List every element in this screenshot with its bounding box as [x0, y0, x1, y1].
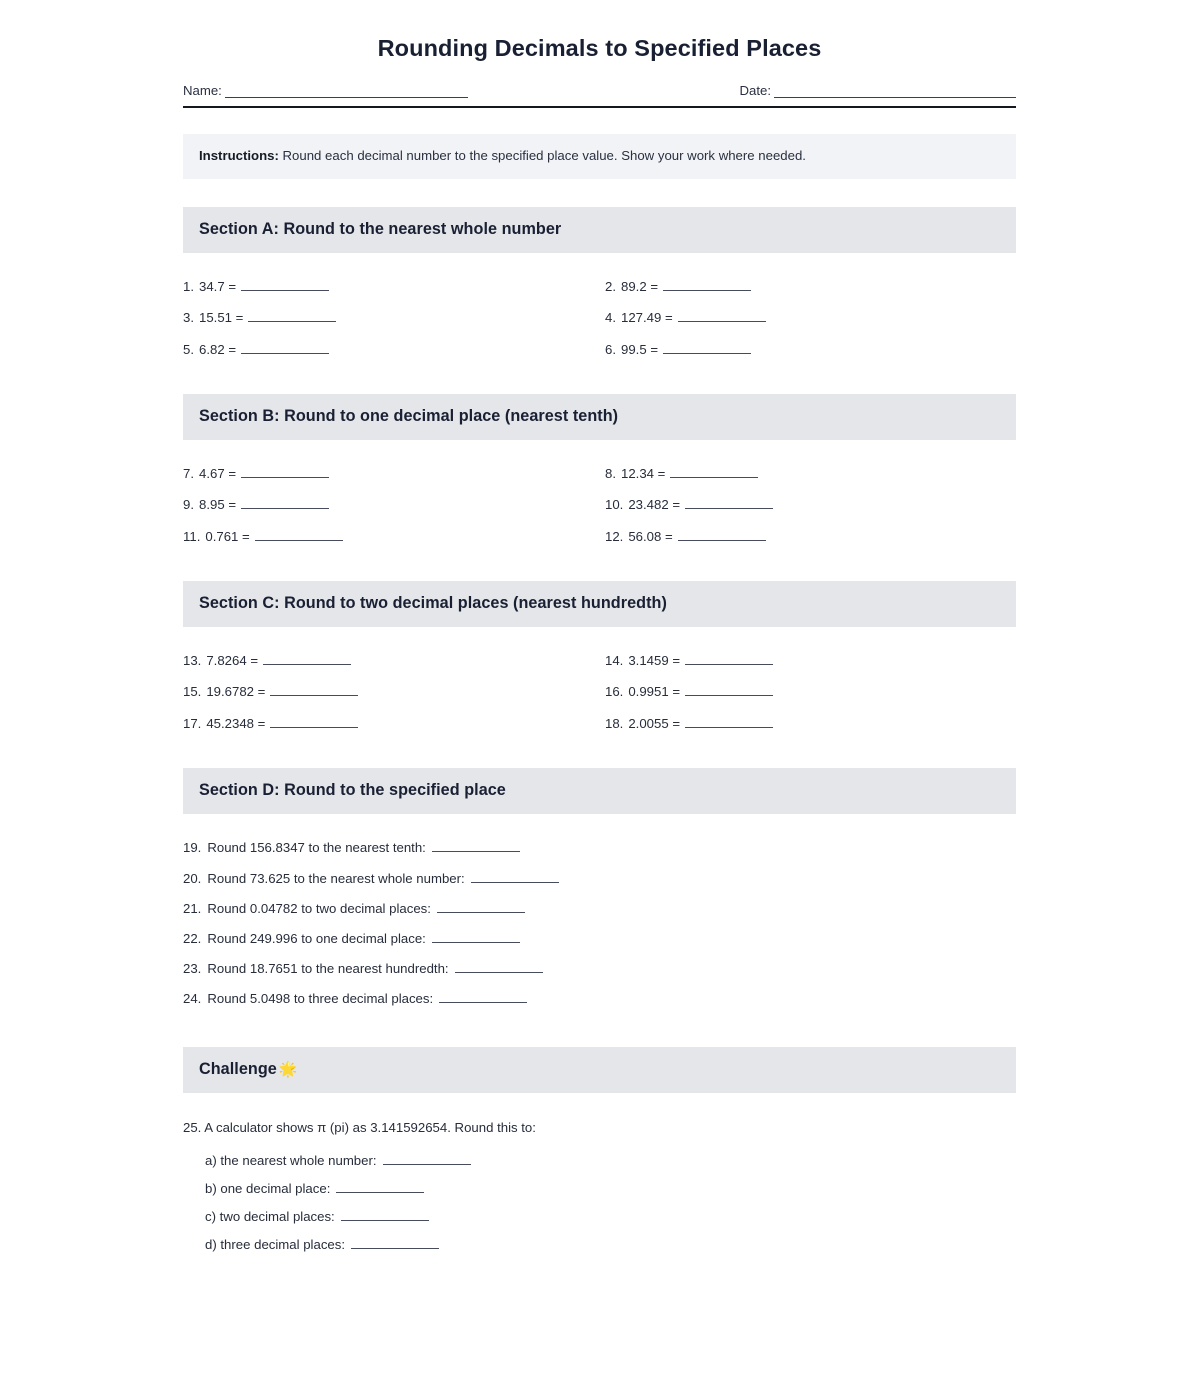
problem-item: [183, 676, 605, 708]
section-a-heading: Section A: Round to the nearest whole number: [199, 220, 562, 238]
problem-item: [183, 708, 605, 740]
problem-expression: 56.08 =: [628, 529, 673, 545]
answer-blank[interactable]: [241, 342, 329, 354]
problem-item: [605, 644, 1016, 676]
name-label: Name:: [183, 83, 222, 99]
challenge-subitem: [205, 1146, 1016, 1174]
section-header-challenge: [183, 1047, 1016, 1093]
problem-number: 17.: [183, 716, 202, 732]
answer-blank[interactable]: [383, 1153, 471, 1165]
answer-blank[interactable]: [678, 310, 766, 322]
problem-expression: Round 249.996 to one decimal place:: [207, 930, 426, 946]
answer-blank[interactable]: [670, 466, 758, 478]
problem-item: [605, 708, 1016, 740]
problem-expression: 0.9951 =: [628, 684, 681, 700]
name-field-group: [183, 83, 468, 98]
problem-item: [605, 333, 1016, 365]
instructions-label: Instructions:: [199, 148, 279, 164]
section-header-c: [183, 581, 1016, 627]
problem-item: [183, 270, 605, 302]
problem-item: [183, 953, 1016, 983]
answer-blank[interactable]: [336, 1181, 424, 1193]
answer-blank[interactable]: [455, 961, 543, 973]
problem-expression: 7.8264 =: [206, 652, 259, 668]
header-divider: [183, 106, 1016, 108]
problem-item: [183, 489, 605, 521]
problem-expression: 0.761 =: [205, 529, 250, 545]
problem-item: [183, 644, 605, 676]
problem-number: 12.: [605, 529, 624, 545]
answer-blank[interactable]: [685, 653, 773, 665]
problem-number: 18.: [605, 716, 624, 732]
name-input-line[interactable]: [225, 84, 468, 98]
problem-expression: 34.7 =: [199, 278, 237, 294]
problem-number: 7.: [183, 465, 194, 481]
problem-number: 22.: [183, 930, 202, 946]
section-d-heading: Section D: Round to the specified place: [199, 781, 506, 800]
answer-blank[interactable]: [685, 684, 773, 696]
section-a-problems: [183, 270, 1016, 365]
problem-number: 14.: [605, 652, 624, 668]
worksheet-content: [183, 0, 1016, 1259]
section-header-d: [183, 768, 1016, 814]
problem-number: 16.: [605, 684, 624, 700]
section-header-a: [183, 207, 1016, 253]
problem-expression: Round 0.04782 to two decimal places:: [207, 900, 431, 916]
challenge-intro: 25. A calculator shows π (pi) as 3.141592654. Round this to:: [183, 1119, 536, 1135]
instructions-text: Round each decimal number to the specified place value. Show your work where needed.: [282, 148, 806, 164]
problem-expression: Round 156.8347 to the nearest tenth:: [207, 840, 426, 856]
problem-expression: 15.51 =: [199, 310, 244, 326]
date-label: Date:: [739, 83, 771, 99]
date-field-group: [739, 83, 1016, 98]
section-d-problems: [183, 832, 1016, 1013]
answer-blank[interactable]: [678, 529, 766, 541]
problem-item: [605, 457, 1016, 489]
problem-number: 2.: [605, 278, 616, 294]
answer-blank[interactable]: [663, 342, 751, 354]
answer-blank[interactable]: [263, 653, 351, 665]
problem-item: [183, 521, 605, 553]
challenge-subitem: [205, 1202, 1016, 1230]
answer-blank[interactable]: [241, 279, 329, 291]
problem-number: 5.: [183, 341, 194, 357]
problem-expression: 2.0055 =: [628, 716, 681, 732]
problem-number: 23.: [183, 961, 202, 977]
problem-expression: 89.2 =: [621, 278, 659, 294]
answer-blank[interactable]: [471, 871, 559, 883]
name-date-row: [183, 83, 1016, 98]
problem-number: 21.: [183, 900, 202, 916]
answer-blank[interactable]: [437, 901, 525, 913]
problem-item: [605, 270, 1016, 302]
problem-item: [605, 676, 1016, 708]
answer-blank[interactable]: [241, 497, 329, 509]
problem-number: 1.: [183, 278, 194, 294]
date-input-line[interactable]: [774, 84, 1016, 98]
section-c-heading: Section C: Round to two decimal places (nearest hundredth): [199, 594, 667, 613]
problem-item: [605, 489, 1016, 521]
section-header-b: [183, 394, 1016, 440]
problem-expression: 8.95 =: [199, 497, 237, 513]
problem-expression: 23.482 =: [628, 497, 681, 513]
answer-blank[interactable]: [270, 716, 358, 728]
problem-item: [183, 333, 605, 365]
problem-number: 8.: [605, 465, 616, 481]
answer-blank[interactable]: [241, 466, 329, 478]
problem-item: [183, 923, 1016, 953]
problem-expression: Round 5.0498 to three decimal places:: [207, 991, 434, 1007]
problem-expression: Round 18.7651 to the nearest hundredth:: [207, 961, 449, 977]
problem-expression: 45.2348 =: [206, 716, 266, 732]
answer-blank[interactable]: [685, 497, 773, 509]
challenge-subitem: [205, 1230, 1016, 1258]
problem-item: [183, 863, 1016, 893]
answer-blank[interactable]: [663, 279, 751, 291]
problem-item: [183, 832, 1016, 862]
problem-item: [605, 521, 1016, 553]
problem-number: 11.: [183, 529, 201, 545]
challenge-subitem-label: d) three decimal places:: [205, 1237, 346, 1253]
challenge-subitem-label: c) two decimal places:: [205, 1209, 335, 1225]
problem-item: [605, 302, 1016, 334]
problem-item: [183, 983, 1016, 1013]
problem-number: 6.: [605, 341, 616, 357]
problem-expression: 3.1459 =: [628, 652, 681, 668]
problem-number: 15.: [183, 684, 202, 700]
problem-number: 9.: [183, 497, 194, 513]
problem-expression: 19.6782 =: [206, 684, 266, 700]
section-c-problems: [183, 644, 1016, 739]
problem-number: 13.: [183, 652, 202, 668]
answer-blank[interactable]: [432, 931, 520, 943]
section-b-problems: [183, 457, 1016, 552]
problem-item: [183, 893, 1016, 923]
problem-number: 19.: [183, 840, 202, 856]
section-b-heading: Section B: Round to one decimal place (nearest tenth): [199, 407, 619, 426]
instructions-box: [183, 134, 1016, 179]
answer-blank[interactable]: [351, 1237, 439, 1249]
challenge-subitem: [205, 1174, 1016, 1202]
challenge-subitem-label: b) one decimal place:: [205, 1180, 331, 1196]
answer-blank[interactable]: [248, 310, 336, 322]
answer-blank[interactable]: [685, 716, 773, 728]
problem-item: [183, 457, 605, 489]
problem-number: 10.: [605, 497, 624, 513]
problem-expression: 6.82 =: [199, 341, 237, 357]
page-title: Rounding Decimals to Specified Places: [377, 35, 822, 61]
answer-blank[interactable]: [432, 840, 520, 852]
answer-blank[interactable]: [255, 529, 343, 541]
problem-number: 3.: [183, 310, 194, 326]
challenge-heading: Challenge: [199, 1059, 277, 1078]
problem-expression: 99.5 =: [621, 341, 659, 357]
problem-item: [183, 302, 605, 334]
problem-number: 4.: [605, 310, 616, 326]
answer-blank[interactable]: [270, 684, 358, 696]
problem-expression: 12.34 =: [621, 465, 666, 481]
problem-expression: Round 73.625 to the nearest whole number:: [207, 870, 465, 886]
glowing-star-icon: 🌟: [278, 1060, 298, 1078]
answer-blank[interactable]: [341, 1209, 429, 1221]
problem-number: 24.: [183, 991, 202, 1007]
challenge-subitems: [183, 1146, 1016, 1259]
problem-expression: 4.67 =: [199, 465, 237, 481]
problem-number: 20.: [183, 870, 202, 886]
answer-blank[interactable]: [439, 991, 527, 1003]
challenge-subitem-label: a) the nearest whole number:: [205, 1152, 377, 1168]
problem-expression: 127.49 =: [621, 310, 673, 326]
